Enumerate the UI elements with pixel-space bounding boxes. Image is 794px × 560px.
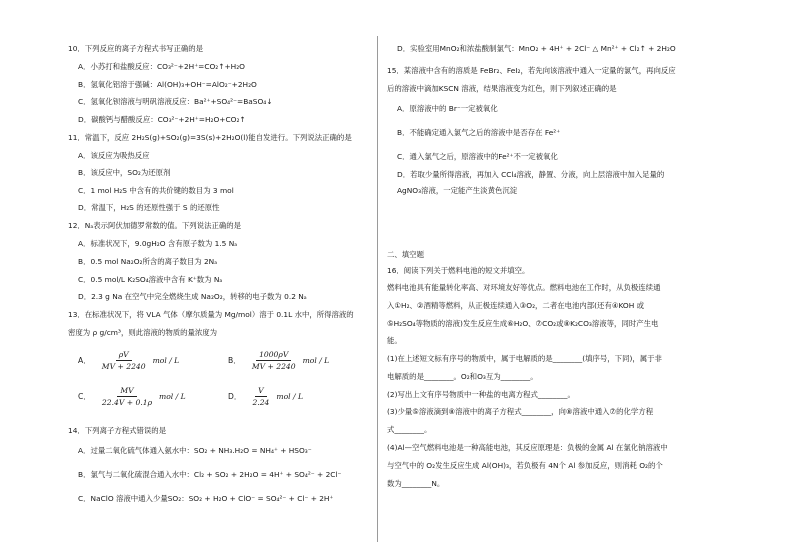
unit: mol / L	[302, 356, 330, 365]
q10-option-c: C．氢氧化钡溶液与明矾溶液反应：Ba²⁺+SO₄²⁻=BaSO₄↓	[78, 97, 273, 106]
q16-para-line3: ⑤H₂SO₄等物质的溶液)发生反应生成⑥H₂O、⑦CO₂或⑧K₂CO₃溶液等，同时产生电	[387, 319, 659, 328]
q16-para-line2: 入①H₂、②酒精等燃料，从正极连续通入③O₂，二者在电池内部(还有④KOH 或	[387, 301, 645, 310]
option-label: A．	[78, 356, 91, 365]
q10-option-a: A．小苏打和盐酸反应：CO₃²⁻+2H⁺=CO₂↑+H₂O	[78, 62, 245, 71]
q16-sub3-line2: 式________。	[387, 425, 432, 434]
option-label: D．	[228, 392, 242, 401]
unit: mol / L	[276, 392, 304, 401]
q11-option-d: D．常温下，H₂S 的还原性强于 S 的还原性	[78, 203, 220, 212]
q13-option-d	[228, 386, 303, 407]
q16-para-line4: 能。	[387, 336, 402, 345]
q12-option-a: A．标准状况下，9.0gH₂O 含有原子数为 1.5 Nₐ	[78, 239, 238, 248]
option-label: C．	[78, 392, 91, 401]
q13-stem-line2: 密度为 ρ g/cm³，则此溶液的物质的量浓度为	[68, 328, 218, 337]
q11-option-b: B．该反应中，SO₂为还原剂	[78, 168, 171, 177]
denominator: 2.24	[252, 398, 270, 407]
q14-option-b: B．氯气与二氧化硫混合通入水中：Cl₂ + SO₂ + 2H₂O = 4H⁺ + SO₄²⁻ + 2Cl⁻	[78, 470, 342, 479]
q12-stem: 12．Nₐ表示阿伏加德罗常数的值。下列说法正确的是	[68, 221, 242, 230]
fraction	[249, 350, 299, 371]
q16-sub1-line2: 电解质的是________。O₂和O₃互为________。	[387, 372, 538, 381]
q13-option-b	[228, 350, 329, 371]
q12-option-c: C．0.5 mol/L K₂SO₄溶液中含有 K⁺数为 Nₐ	[78, 275, 223, 284]
denominator: MV + 2240	[251, 362, 296, 371]
q15-option-a: A．原溶液中的 Br⁻一定被氧化	[397, 104, 498, 113]
q13-stem-line1: 13．在标准状况下，将 VLA 气体（摩尔质量为 Mg/mol）溶于 0.1L 水中，所得溶液的	[68, 310, 354, 319]
denominator: 22.4V + 0.1ρ	[101, 398, 153, 407]
q16-sub3-line1: (3)少量⑤溶液滴到⑧溶液中的离子方程式________，向⑧溶液中通入⑦的化学方程	[387, 407, 654, 416]
q14-stem: 14．下列离子方程式错误的是	[68, 426, 167, 435]
q10-stem: 10．下列反应的离子方程式书写正确的是	[68, 44, 204, 53]
q13-option-a	[78, 350, 179, 371]
q15-option-c: C．通入氯气之后，原溶液中的Fe²⁺不一定被氧化	[397, 152, 558, 161]
q16-sub4-line1: (4)Al—空气燃料电池是一种高能电池，其反应原理是：负极的金属 Al 在氯化钠溶液中	[387, 443, 668, 452]
q16-sub2: (2)写出上文有序号物质中一种盐的电离方程式________。	[387, 390, 575, 399]
numerator: ρV	[116, 350, 132, 361]
q15-option-b: B．不能确定通入氯气之后的溶液中是否存在 Fe²⁺	[397, 128, 561, 137]
unit: mol / L	[159, 392, 186, 401]
q16-stem: 16．阅读下列关于燃料电池的短文并填空。	[387, 266, 530, 275]
q15-option-d: D．若取少量所得溶液，再加入 CCl₄溶液，静置、分液，向上层溶液中加入足量的	[397, 170, 665, 179]
fraction	[99, 350, 149, 371]
denominator: MV + 2240	[101, 362, 146, 371]
q15-stem-line1: 15．某溶液中含有的溶质是 FeBr₂、FeI₂，若先向该溶液中通入一定量的氯气，再向反应	[387, 66, 676, 75]
fraction	[99, 386, 155, 407]
q10-option-d: D．碳酸钙与醋酸反应：CO₃²⁻+2H⁺=H₂O+CO₂↑	[78, 115, 246, 124]
numerator: MV	[117, 386, 136, 397]
q13-option-c	[78, 386, 186, 407]
section-heading: 二、填空题	[387, 250, 424, 259]
q14-option-d: D．实验室用MnO₂和浓盐酸制氯气：MnO₂ + 4H⁺ + 2Cl⁻ △ Mn²⁺ + Cl₂↑ + 2H₂O	[397, 44, 676, 53]
q10-option-b: B．氢氧化铝溶于强碱：Al(OH)₃+OH⁻=AlO₂⁻+2H₂O	[78, 80, 257, 89]
q16-sub1-line1: (1)在上述短文标有序号的物质中，属于电解质的是________(填序号，下同)，属于非	[387, 354, 662, 363]
q14-option-a: A．过量二氧化硫气体通入氨水中：SO₂ + NH₃.H₂O = NH₄⁺ + HSO₃⁻	[78, 446, 312, 455]
numerator: V	[255, 386, 266, 397]
numerator: 1000ρV	[256, 350, 291, 361]
q12-option-b: B．0.5 mol Na₂O₂所含的离子数目为 2Nₐ	[78, 257, 218, 266]
q15-option-d-cont: AgNO₃溶液，一定能产生淡黄色沉淀	[397, 186, 518, 195]
unit: mol / L	[152, 356, 180, 365]
q16-sub4-line3: 数为________N。	[387, 479, 445, 488]
q12-option-d: D．2.3 g Na 在空气中完全燃烧生成 Na₂O₂，转移的电子数为 0.2 Nₐ	[78, 292, 307, 301]
fraction	[249, 386, 272, 407]
option-label: B．	[228, 356, 241, 365]
q11-option-c: C．1 mol H₂S 中含有的共价键的数目为 3 mol	[78, 186, 234, 195]
q16-para-line1: 燃料电池具有能量转化率高、对环境友好等优点。燃料电池在工作时，从负极连续通	[387, 283, 661, 292]
q11-stem: 11．常温下，反应 2H₂S(g)+SO₂(g)=3S(s)+2H₂O(l)能自发进行。下列说法正确的是	[68, 133, 352, 142]
q16-sub4-line2: 与空气中的 O₂发生反应生成 Al(OH)₃，若负极有 4N个 Al 参加反应，则消耗 O₂的个	[387, 461, 663, 470]
q11-option-a: A．该反应为吸热反应	[78, 151, 150, 160]
q15-stem-line2: 后的溶液中滴加KSCN 溶液，结果溶液变为红色，则下列叙述正确的是	[387, 84, 617, 93]
q14-option-c: C．NaClO 溶液中通入少量SO₂：SO₂ + H₂O + ClO⁻ = SO₄²⁻ + Cl⁻ + 2H⁺	[78, 494, 334, 503]
column-divider	[377, 36, 378, 542]
